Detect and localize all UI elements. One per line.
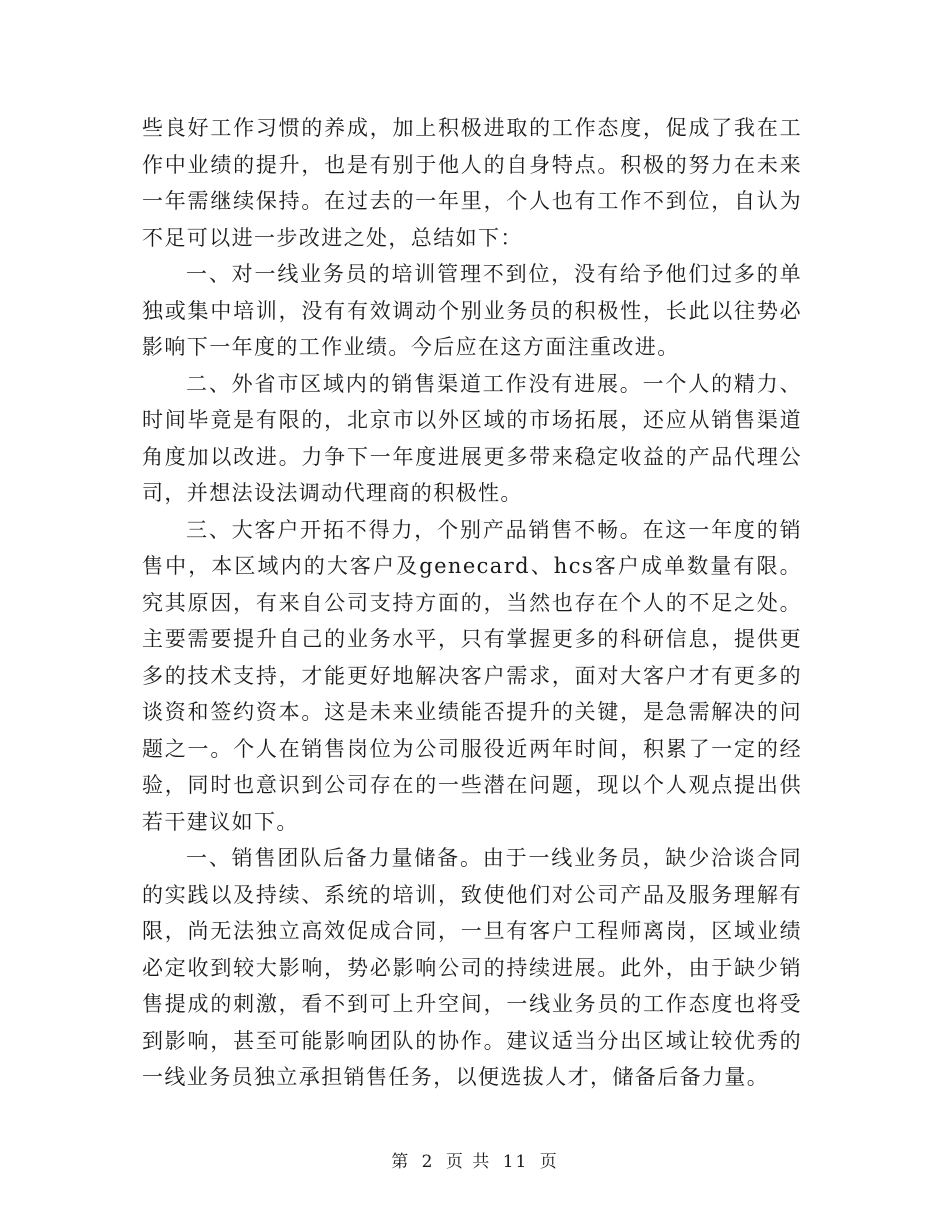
paragraph: 三、大客户开拓不得力，个别产品销售不畅。在这一年度的销售中，本区域内的大客户及genecard、hcs客户成单数量有限。究其原因，有来自公司支持方面的，当然也存在个人的不足之处。主要需要提升自己的业务水平，只有掌握更多的科研信息，提供更多的技术支持，才能更好地解决客户需求，面对大客户才有更多的谈资和签约资本。这是未来业绩能否提升的关键，是急需解决的问题之一。个人在销售岗位为公司服役近两年时间，积累了一定的经验，同时也意识到公司存在的一些潜在问题，现以个人观点提出供若干建议如下。	[142, 517, 802, 834]
page-total: 11	[502, 1152, 529, 1172]
paragraph: 二、外省市区域内的销售渠道工作没有进展。一个人的精力、时间毕竟是有限的，北京市以外区域的市场拓展，还应从销售渠道角度加以改进。力争下一年度进展更多带来稳定收益的产品代理公司，并想法设法调动代理商的积极性。	[142, 371, 802, 505]
paragraph: 一、对一线业务员的培训管理不到位，没有给予他们过多的单独或集中培训，没有有效调动个别业务员的积极性，长此以往势必影响下一年度的工作业绩。今后应在这方面注重改进。	[142, 262, 802, 359]
document-body	[142, 110, 802, 1096]
page-label-middle: 页 共	[445, 1152, 492, 1172]
page-label-suffix: 页	[539, 1152, 559, 1172]
paragraph: 些良好工作习惯的养成，加上积极进取的工作态度，促成了我在工作中业绩的提升，也是有别于他人的自身特点。积极的努力在未来一年需继续保持。在过去的一年里，个人也有工作不到位，自认为不足可以进一步改进之处，总结如下：	[142, 116, 802, 250]
paragraph: 一、销售团队后备力量储备。由于一线业务员，缺少洽谈合同的实践以及持续、系统的培训，致使他们对公司产品及服务理解有限，尚无法独立高效促成合同，一旦有客户工程师离岗，区域业绩必定收到较大影响，势必影响公司的持续进展。此外，由于缺少销售提成的刺激，看不到可上升空间，一线业务员的工作态度也将受到影响，甚至可能影响团队的协作。建议适当分出区域让较优秀的一线业务员独立承担销售任务，以便选拔人才，储备后备力量。	[142, 846, 802, 1089]
page-footer	[0, 1147, 950, 1172]
page-label-prefix: 第	[391, 1152, 411, 1172]
page-number: 2	[421, 1152, 435, 1172]
